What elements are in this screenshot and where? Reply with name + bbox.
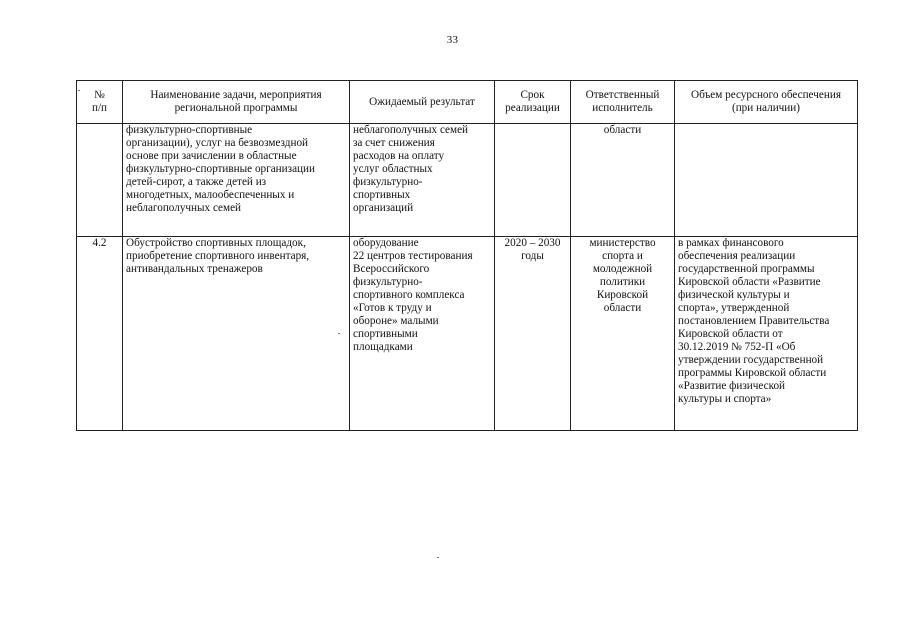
cell-resources: [675, 124, 858, 237]
scan-speck: [437, 557, 439, 558]
scan-speck: [338, 333, 340, 334]
cell-number: [77, 124, 123, 237]
header-result: Ожидаемый результат: [350, 81, 495, 124]
cell-term: [495, 124, 571, 237]
cell-task: физкультурно-спортивные организации), услуг на безвозмездной основе при зачислении в областные физкультурно-спортивные организации детей-сирот, а также детей из многодетных, малообеспеченных и неблагополучных семей: [123, 124, 350, 237]
cell-task: Обустройство спортивных площадок, приобретение спортивного инвентаря, антивандальных тренажеров: [123, 237, 350, 431]
cell-number: 4.2: [77, 237, 123, 431]
header-number: № п/п: [77, 81, 123, 124]
cell-result: неблагополучных семей за счет снижения расходов на оплату услуг областных физкультурно- спортивных организаций: [350, 124, 495, 237]
header-resources: Объем ресурсного обеспечения (при наличии): [675, 81, 858, 124]
cell-resources: в рамках финансового обеспечения реализации государственной программы Кировской области «Развитие физической культуры и спорта», утвержденной постановлением Правительства Кировской области от 30.12.2019 № 752-П «Об утверждении государственной программы Кировской области «Развитие физической культуры и спорта»: [675, 237, 858, 431]
page-number: 33: [446, 34, 459, 46]
cell-term: 2020 – 2030 годы: [495, 237, 571, 431]
cell-executor: министерство спорта и молодежной политики Кировской области: [571, 237, 675, 431]
table-header-row: [77, 81, 858, 124]
header-executor: Ответственный исполнитель: [571, 81, 675, 124]
table-row: [77, 124, 858, 237]
cell-result: оборудование 22 центров тестирования Всероссийского физкультурно- спортивного комплекса «Готов к труду и обороне» малыми спортивными площадками: [350, 237, 495, 431]
table-row: [77, 237, 858, 431]
program-table: [76, 80, 858, 431]
header-task: Наименование задачи, мероприятия региональной программы: [123, 81, 350, 124]
cell-executor: области: [571, 124, 675, 237]
scan-speck: [78, 90, 80, 91]
header-term: Срок реализации: [495, 81, 571, 124]
